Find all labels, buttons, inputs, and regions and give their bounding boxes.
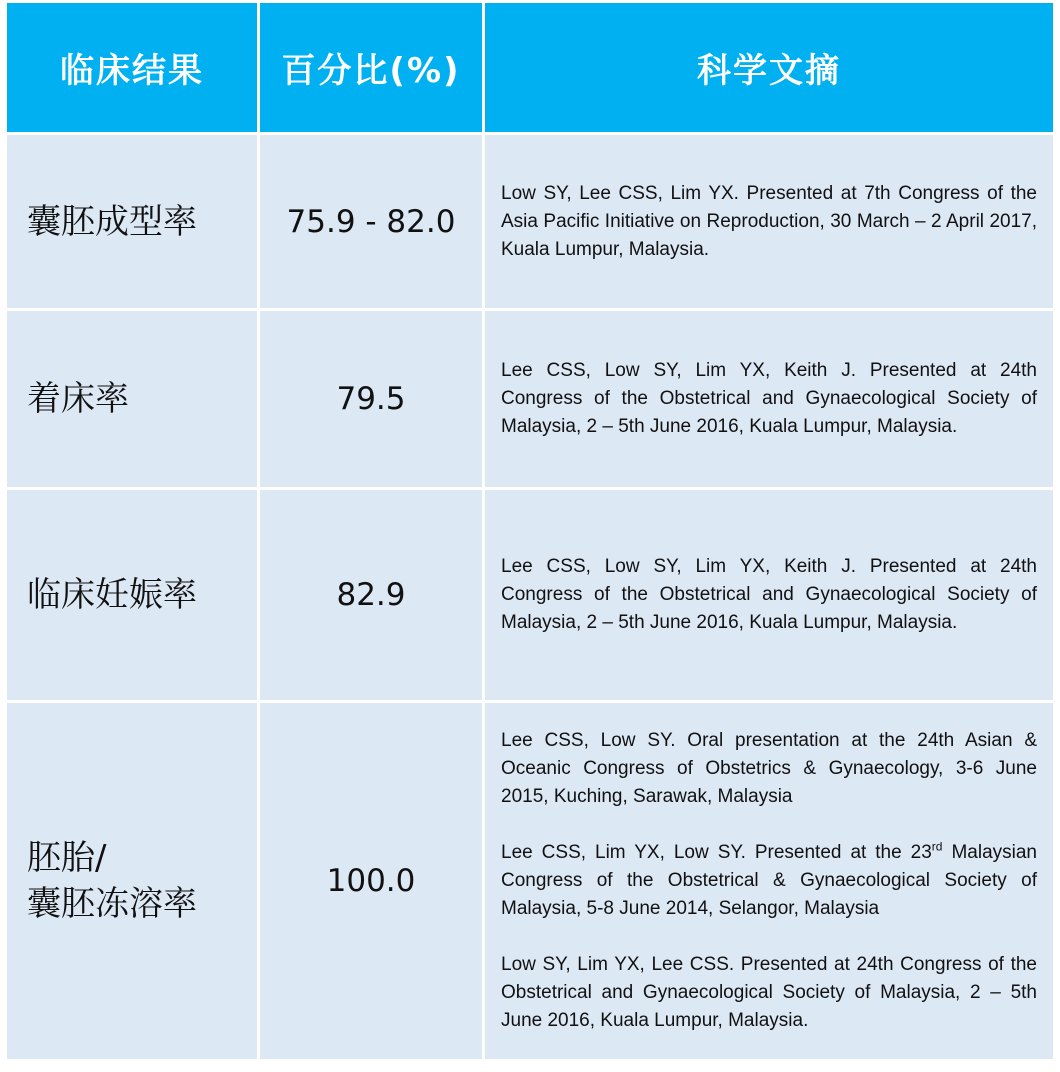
percent-cell: 82.9 bbox=[260, 490, 482, 700]
table-row bbox=[7, 311, 1053, 487]
ordinal-superscript: rd bbox=[931, 839, 943, 854]
table-row bbox=[7, 703, 1053, 1059]
clinical-results-table bbox=[4, 0, 1056, 1062]
abstract-text: Lee CSS, Low SY, Lim YX, Keith J. Presented at 24th Congress of the Obstetrical and Gynaecological Society of Malaysia, 2 – 5th June 2016, Kuala Lumpur, Malaysia. bbox=[501, 556, 1037, 633]
abstract-text-part: Lee CSS, Lim YX, Low SY. Presented at the 23 bbox=[501, 842, 932, 863]
abstract-cell bbox=[485, 135, 1053, 308]
abstract-cell bbox=[485, 703, 1053, 1059]
abstract-text: Low SY, Lim YX, Lee CSS. Presented at 24th Congress of the Obstetrical and Gynaecological Society of Malaysia, 2 – 5th June 2016, Kuala Lumpur, Malaysia. bbox=[501, 954, 1037, 1031]
header-clinical-outcome: 临床结果 bbox=[7, 3, 257, 132]
header-scientific-abstract: 科学文摘 bbox=[485, 3, 1053, 132]
outcome-cell: 着床率 bbox=[7, 311, 257, 487]
header-percentage: 百分比(%) bbox=[260, 3, 482, 132]
outcome-cell: 囊胚成型率 bbox=[7, 135, 257, 308]
abstract-text: Low SY, Lee CSS, Lim YX. Presented at 7th Congress of the Asia Pacific Initiative on Reproduction, 30 March – 2 April 2017, Kuala Lumpur, Malaysia. bbox=[501, 182, 1037, 260]
abstract-text: Lee CSS, Low SY. Oral presentation at the 24th Asian & Oceanic Congress of Obstetrics & Gynaecology, 3-6 June 2015, Kuching, Sarawak, Malaysia bbox=[501, 730, 1037, 807]
outcome-cell bbox=[7, 703, 257, 1059]
abstract-text-part: Malaysian Congress of the Obstetrical & Gynaecological Society of Malaysia, 5-8 June 2014, Selangor, Malaysia bbox=[501, 842, 1037, 919]
percent-cell: 100.0 bbox=[260, 703, 482, 1059]
outcome-line: 囊胚冻溶率 bbox=[27, 884, 197, 924]
abstract-text bbox=[501, 839, 1037, 923]
abstract-text: Lee CSS, Low SY, Lim YX, Keith J. Presented at 24th Congress of the Obstetrical and Gynaecological Society of Malaysia, 2 – 5th June 2016, Kuala Lumpur, Malaysia. bbox=[501, 360, 1037, 437]
abstract-cell bbox=[485, 490, 1053, 700]
table-row bbox=[7, 135, 1053, 308]
header-row bbox=[7, 3, 1053, 132]
outcome-line: 胚胎/ bbox=[27, 838, 107, 878]
percent-cell: 75.9 - 82.0 bbox=[260, 135, 482, 308]
abstract-cell bbox=[485, 311, 1053, 487]
percent-cell: 79.5 bbox=[260, 311, 482, 487]
table-row bbox=[7, 490, 1053, 700]
outcome-cell: 临床妊娠率 bbox=[7, 490, 257, 700]
